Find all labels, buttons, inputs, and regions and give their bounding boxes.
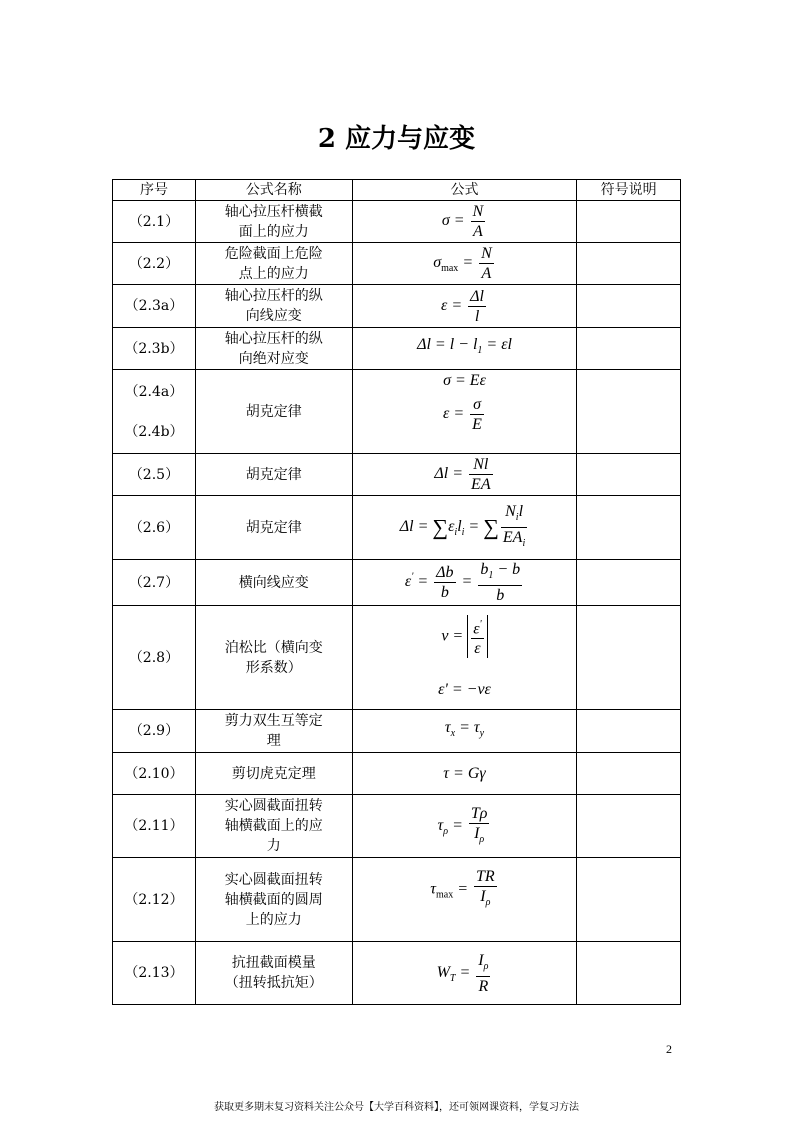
row-number: （2.5） xyxy=(113,454,196,496)
row-formula: $\tau_x = \tau_y$ xyxy=(352,710,577,753)
row-symbols xyxy=(577,560,681,606)
header-no: 序号 xyxy=(113,180,196,201)
table-row xyxy=(113,795,681,858)
row-formula: ε = $\frac{\Delta l}{l}$ xyxy=(352,285,577,328)
row-number: （2.4a） （2.4b） xyxy=(113,370,196,454)
row-formula: $\Delta l = l - l_1 = \varepsilon l$ xyxy=(352,328,577,370)
table-row xyxy=(113,753,681,795)
row-formula: $\tau_{max}$ = $\frac{TR}{I_\rho}$ xyxy=(352,858,577,942)
row-name: 泊松比（横向变形系数） xyxy=(195,606,352,710)
table-row xyxy=(113,942,681,1005)
table-row xyxy=(113,328,681,370)
row-number: （2.12） xyxy=(113,858,196,942)
row-symbols xyxy=(577,370,681,454)
row-number: （2.7） xyxy=(113,560,196,606)
row-formula: $\sigma_{max}$ = $\frac{N}{A}$ xyxy=(352,243,577,285)
row-symbols xyxy=(577,243,681,285)
row-number: （2.3b） xyxy=(113,328,196,370)
footer-note: 获取更多期末复习资料关注公众号【大学百科资料】，还可领网课资料，学复习方法 xyxy=(214,1102,579,1113)
row-symbols xyxy=(577,328,681,370)
row-name: 胡克定律 xyxy=(195,496,352,560)
row-formula: σ = Eε ε = $\frac{\sigma}{E}$ xyxy=(352,370,577,454)
table-row xyxy=(113,370,681,454)
row-number: （2.1） xyxy=(113,201,196,243)
table-row xyxy=(113,201,681,243)
row-name: 轴心拉压杆的纵向绝对应变 xyxy=(195,328,352,370)
row-symbols xyxy=(577,285,681,328)
row-number: （2.9） xyxy=(113,710,196,753)
header-formula: 公式 xyxy=(352,180,577,201)
row-formula: $\Delta l = \sum\varepsilon_il_i$ = ∑ $N_il$ $EA_i$ xyxy=(352,496,577,560)
row-symbols xyxy=(577,496,681,560)
table-row xyxy=(113,858,681,942)
row-number: （2.6） xyxy=(113,496,196,560)
row-number: （2.8） xyxy=(113,606,196,710)
row-formula: $W_T$ = $\frac{I_\rho}{R}$ xyxy=(352,942,577,1005)
header-symbols: 符号说明 xyxy=(577,180,681,201)
row-name: 危险截面上危险点上的应力 xyxy=(195,243,352,285)
row-symbols xyxy=(577,858,681,942)
formula-table xyxy=(112,179,681,1005)
row-formula: τ = Gγ xyxy=(352,753,577,795)
row-symbols xyxy=(577,753,681,795)
row-name: 抗扭截面模量（扭转抵抗矩） xyxy=(195,942,352,1005)
table-header xyxy=(113,180,681,201)
row-name: 胡克定律 xyxy=(195,454,352,496)
row-number: （2.13） xyxy=(113,942,196,1005)
row-name: 剪切虎克定理 xyxy=(195,753,352,795)
row-formula: ε' = $\frac{\Delta b}{b}$ = $\frac{b_1 - b}{b}$ xyxy=(352,560,577,606)
row-number: （2.11） xyxy=(113,795,196,858)
table-row xyxy=(113,454,681,496)
page-number: 2 xyxy=(666,1042,672,1056)
table-row xyxy=(113,710,681,753)
row-name: 实心圆截面扭转轴横截面的圆周上的应力 xyxy=(195,858,352,942)
row-symbols xyxy=(577,606,681,710)
row-symbols xyxy=(577,201,681,243)
row-formula: $\tau_\rho$ = $\frac{T\rho}{I_\rho}$ xyxy=(352,795,577,858)
row-name: 横向线应变 xyxy=(195,560,352,606)
row-formula: σ = $\frac{N}{A}$ xyxy=(352,201,577,243)
table-row xyxy=(113,243,681,285)
row-formula: ν = ε' ε ε' = −νε xyxy=(352,606,577,710)
row-symbols xyxy=(577,710,681,753)
row-formula: Δl = $\frac{Nl}{EA}$ xyxy=(352,454,577,496)
row-name: 轴心拉压杆横截面上的应力 xyxy=(195,201,352,243)
table-row xyxy=(113,560,681,606)
header-name: 公式名称 xyxy=(195,180,352,201)
row-symbols xyxy=(577,454,681,496)
row-number: （2.2） xyxy=(113,243,196,285)
row-name: 实心圆截面扭转轴横截面上的应力 xyxy=(195,795,352,858)
row-symbols xyxy=(577,795,681,858)
row-name: 胡克定律 xyxy=(195,370,352,454)
row-name: 轴心拉压杆的纵向线应变 xyxy=(195,285,352,328)
table-row xyxy=(113,496,681,560)
table-row xyxy=(113,606,681,710)
row-number: （2.10） xyxy=(113,753,196,795)
row-number: （2.3a） xyxy=(113,285,196,328)
row-name: 剪力双生互等定理 xyxy=(195,710,352,753)
row-symbols xyxy=(577,942,681,1005)
page-title: 2 应力与应变 xyxy=(317,124,476,154)
table-row xyxy=(113,285,681,328)
